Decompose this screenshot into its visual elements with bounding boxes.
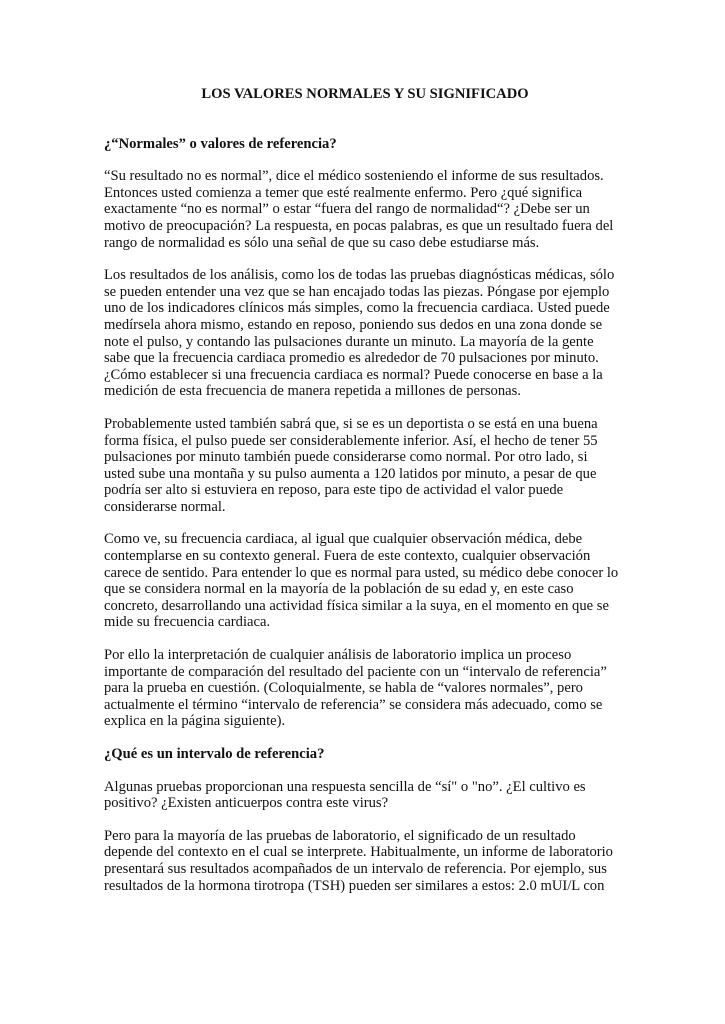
text-line: presentará sus resultados acompañados de un intervalo de referencia. Por ejemplo, sus (104, 860, 607, 877)
paragraph-2 (104, 267, 624, 400)
text-line: actualmente el término “intervalo de referencia” se considera más adecuado, como se (104, 696, 603, 713)
text-line: que se considera normal en la mayoría de la población de su edad y, en este caso (104, 581, 574, 598)
text-line: Entonces usted comienza a temer que esté realmente enfermo. Pero ¿qué significa (104, 184, 583, 201)
paragraph-4 (104, 531, 624, 631)
text-line: rango de normalidad es sólo una señal de que su caso debe estudiarse más. (104, 234, 540, 251)
text-line: resultados de la hormona tirotropa (TSH) pueden ser similares a estos: 2.0 mUI/L con (104, 877, 605, 894)
text-line: Como ve, su frecuencia cardiaca, al igual que cualquier observación médica, debe (104, 531, 583, 548)
text-line: considerarse normal. (104, 498, 226, 515)
text-line: Los resultados de los análisis, como los de todas las pruebas diagnósticas médicas, sólo (104, 267, 615, 284)
text-line: ¿Cómo establecer si una frecuencia cardiaca es normal? Puede conocerse en base a la (104, 366, 603, 383)
text-line: medición de esta frecuencia de manera repetida a millones de personas. (104, 383, 521, 400)
text-line: pulsaciones por minuto también puede considerarse como normal. Por otro lado, si (104, 449, 588, 466)
text-line: para la prueba en cuestión. (Coloquialmente, se habla de “valores normales”, pero (104, 680, 583, 697)
text-line: uno de los indicadores clínicos más simples, como la frecuencia cardiaca. Usted puede (104, 300, 610, 317)
paragraph-3 (104, 416, 624, 516)
section-heading-normales: ¿“Normales” o valores de referencia? (104, 135, 337, 152)
section-heading-intervalo: ¿Qué es un intervalo de referencia? (104, 746, 325, 762)
text-line: carece de sentido. Para entender lo que es normal para usted, su médico debe conocer lo (104, 564, 619, 581)
text-line: Algunas pruebas proporcionan una respuesta sencilla de “sí" o "no”. ¿El cultivo es (104, 778, 586, 795)
paragraph-7 (104, 828, 624, 894)
text-line: contemplarse en su contexto general. Fuera de este contexto, cualquier observación (104, 548, 591, 565)
document-title: LOS VALORES NORMALES Y SU SIGNIFICADO (201, 86, 529, 102)
text-line: Probablemente usted también sabrá que, si se es un deportista o se está en una buena (104, 415, 598, 432)
paragraph-1 (104, 168, 624, 251)
text-line: depende del contexto en el cual se interprete. Habitualmente, un informe de laboratorio (104, 844, 613, 861)
text-line: Pero para la mayoría de las pruebas de laboratorio, el significado de un resultado (104, 827, 576, 844)
text-line: mide su frecuencia cardiaca. (104, 614, 271, 631)
text-line: explica en la página siguiente). (104, 713, 286, 730)
text-line: note el pulso, y contando las pulsaciones durante un minuto. La mayoría de la gente (104, 333, 594, 350)
text-line: forma física, el pulso puede ser considerablemente inferior. Así, el hecho de tener 55 (104, 432, 598, 449)
text-line: sabe que la frecuencia cardiaca promedio es alrededor de 70 pulsaciones por minuto. (104, 350, 599, 367)
text-line: usted sube una montaña y su pulso aumenta a 120 latidos por minuto, a pesar de que (104, 465, 597, 482)
paragraph-6 (104, 779, 624, 812)
document-body (104, 86, 624, 910)
text-line: medírsela ahora mismo, estando en reposo, poniendo sus dedos en una zona donde se (104, 316, 603, 333)
text-line: exactamente “no es normal” o estar “fuera del rango de normalidad“? ¿Debe ser un (104, 201, 590, 218)
text-line: “Su resultado no es normal”, dice el médico sosteniendo el informe de sus resultados. (104, 168, 604, 185)
text-line: motivo de preocupación? La respuesta, en pocas palabras, es que un resultado fuera del (104, 217, 614, 234)
text-line: importante de comparación del resultado del paciente con un “intervalo de referencia” (104, 663, 607, 680)
text-line: positivo? ¿Existen anticuerpos contra este virus? (104, 795, 389, 812)
paragraph-5 (104, 647, 624, 730)
text-line: podría ser alto si estuviera en reposo, para este tipo de actividad el valor puede (104, 482, 564, 499)
text-line: se pueden entender una vez que se han encajado todas las piezas. Póngase por ejemplo (104, 283, 610, 300)
text-line: concreto, desarrollando una actividad física similar a la suya, en el momento en que se (104, 597, 609, 614)
text-line: Por ello la interpretación de cualquier análisis de laboratorio implica un proceso (104, 647, 572, 664)
